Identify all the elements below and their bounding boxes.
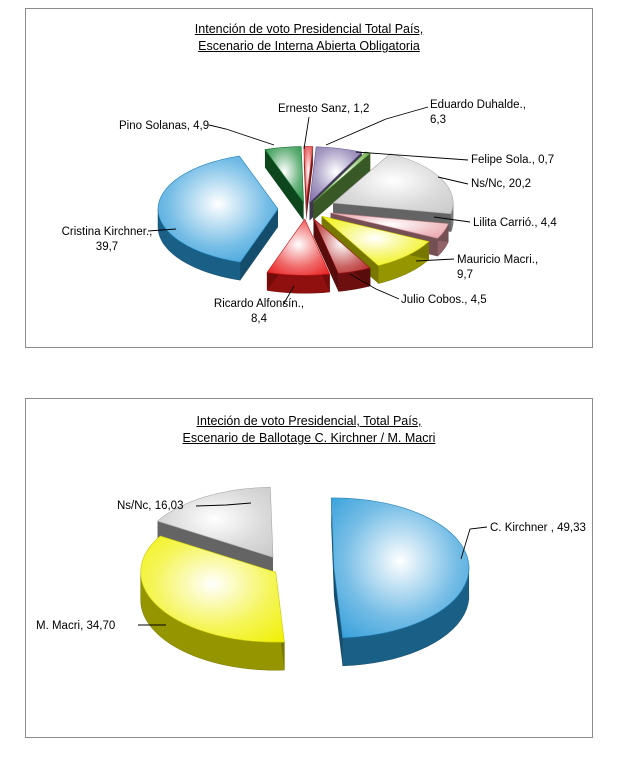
chart-title-line-1: Inteción de voto Presidencial, Total País, — [196, 414, 422, 428]
slice-label-3: Ns/Nc, 20,2 — [471, 178, 532, 190]
slice-label-8: Cristina Kirchner., 39,7 — [61, 226, 153, 253]
slice-8 — [158, 156, 278, 280]
slice-label-1: M. Macri, 34,70 — [36, 620, 116, 632]
leader-line-0 — [304, 117, 309, 149]
slice-label-2: Ns/Nc, 16,03 — [117, 500, 184, 512]
slice-label-9: Pino Solanas, 4,9 — [119, 120, 210, 132]
chart-interna — [25, 8, 593, 348]
pie-chart-interna — [26, 9, 594, 349]
slice-label-5: Mauricio Macri., 9,7 — [457, 254, 539, 281]
slice-label-4: Lilita Carrió., 4,4 — [473, 217, 557, 229]
chart-title-line-2: Escenario de Ballotage C. Kirchner / M. Macri — [182, 431, 436, 445]
slice-label-0: C. Kirchner , 49,33 — [490, 522, 586, 534]
slice-label-1: Eduardo Duhalde., 6,3 — [430, 99, 526, 126]
slice-label-0: Ernesto Sanz, 1,2 — [278, 103, 370, 115]
chart-ballotage — [25, 398, 593, 738]
leader-line-9 — [209, 125, 274, 145]
slice-label-2: Felipe Sola., 0,7 — [471, 154, 555, 166]
leader-line-2 — [356, 152, 468, 160]
chart-title-line-2: Escenario de Interna Abierta Obligatoria — [198, 39, 420, 53]
slice-0 — [331, 498, 469, 666]
slice-label-6: Julio Cobos., 4,5 — [401, 294, 487, 306]
pie-chart-ballotage — [26, 399, 594, 739]
chart-title-line-1: Intención de voto Presidencial Total País, — [194, 22, 424, 36]
slice-label-7: Ricardo Alfonsín., 8,4 — [213, 298, 305, 325]
